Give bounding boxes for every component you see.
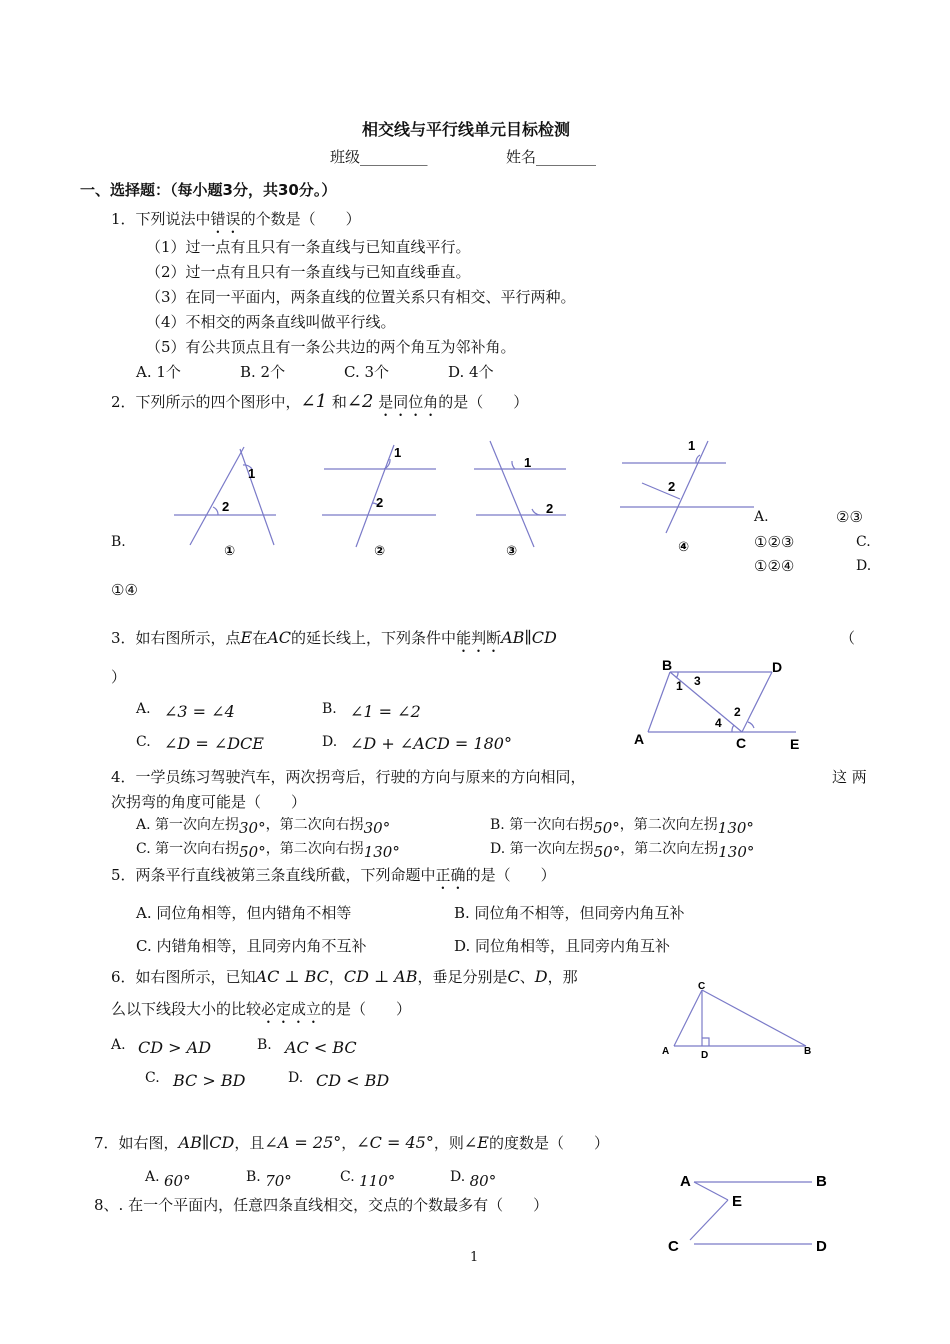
q4-opt-c	[136, 839, 400, 861]
q3-paren-open: （	[840, 629, 856, 647]
q4-opt-d	[490, 839, 755, 861]
q6-foot-c: C	[507, 967, 520, 986]
q3-angle-2: 2	[734, 705, 741, 719]
q7-point-d: D	[816, 1238, 827, 1255]
q4-opt-c-v2: 130°	[363, 843, 400, 861]
q5-stem-b: 的是（ ）	[465, 866, 556, 884]
q4-opt-a-p1: 第一次向左拐	[155, 817, 240, 833]
q6-stem-d2: 的是（ ）	[321, 1000, 412, 1018]
q7-opt-b-val: 70°	[265, 1172, 292, 1190]
q2-figure-4	[620, 441, 754, 533]
q6-opt-b-expr: AC < BC	[285, 1038, 357, 1057]
q3-stem-a: 3．如右图所示，点	[111, 629, 241, 647]
q2-fig4-label: ④	[678, 539, 690, 554]
q6-stem-cont	[111, 1000, 411, 1027]
q3-stem-emphasis: 能判断	[456, 629, 502, 647]
q6-dun: 、	[519, 968, 535, 986]
q3-on: 在	[252, 629, 268, 647]
q4-stem: 4．一学员练习驾驶汽车，两次拐弯后，行驶的方向与原来的方向相同，	[111, 768, 586, 786]
q2-choice-d-label: D.	[856, 558, 872, 574]
q7-stem-a: 7．如右图，	[94, 1134, 179, 1152]
q4-opt-a-label: A.	[136, 817, 151, 833]
q5-stem-a: 5．两条平行直线被第三条直线所截，下列命题中	[111, 866, 436, 884]
q6-point-b: B	[804, 1046, 812, 1057]
q4-stem-tail: 这 两	[832, 768, 867, 786]
q7-opt-b	[246, 1167, 292, 1190]
q4-opt-c-sep: ，第二次向右拐	[265, 841, 364, 857]
q6-stem-emphasis: 必定成立	[261, 1000, 322, 1018]
q6-opt-b-label: B.	[257, 1037, 272, 1053]
q8-stem: 8、. 在一个平面内，任意四条直线相交，交点的个数最多有（ ）	[94, 1196, 549, 1214]
q7-point-e: E	[732, 1193, 743, 1210]
q3-opt-d-label: D.	[322, 734, 338, 750]
q3-angle-3: 3	[694, 674, 701, 688]
q6-point-a: A	[662, 1046, 670, 1057]
q2-choice-b-value: ①②③	[754, 533, 795, 551]
q6-point-d: D	[701, 1050, 709, 1061]
q5-opt-b: B. 同位角不相等，但同旁内角互补	[454, 904, 685, 922]
q2-choice-c-value: ①②④	[754, 557, 795, 575]
q4-opt-b-sep: ，第二次向左拐	[619, 817, 718, 833]
q6-opt-c-label: C.	[145, 1070, 160, 1086]
q4-opt-a-v1: 30°	[239, 819, 266, 837]
q4-opt-c-v1: 50°	[239, 843, 266, 861]
q2-choice-d-value: ①④	[111, 581, 138, 599]
q4-opt-a-sep: ，第二次向右拐	[265, 817, 364, 833]
q4-opt-b-p1: 第一次向右拐	[509, 817, 594, 833]
q7-opt-c	[340, 1167, 396, 1190]
q3-opt-b-label: B.	[322, 701, 337, 717]
q7-stem-b: 的度数是（ ）	[488, 1134, 609, 1152]
q4-opt-a-v2: 30°	[363, 819, 391, 837]
q2-stem-b: 的是（ ）	[438, 393, 529, 411]
name-field-label: 姓名________	[506, 148, 597, 166]
q3-point-e: E	[240, 628, 253, 647]
q6-cond-1: AC ⊥ BC	[255, 967, 329, 986]
q7-cond-3: ∠C = 45°	[356, 1133, 434, 1152]
q3-opt-a-expr: ∠3 = ∠4	[164, 702, 235, 721]
q7-stem	[94, 1134, 609, 1152]
q3-figure	[628, 652, 818, 754]
q3-opt-d-expr: ∠D + ∠ACD = 180°	[350, 734, 512, 753]
q7-opt-c-val: 110°	[359, 1172, 396, 1190]
q7-opt-d-val: 80°	[469, 1172, 497, 1190]
section-heading: 一、选择题：（每小题3分，共30分。）	[80, 181, 337, 199]
q3-point-e: E	[790, 736, 800, 752]
q2-angle-1: ∠1	[300, 391, 328, 412]
q3-angle-1: 1	[676, 679, 683, 693]
q2-fig2-angle-1: 1	[394, 445, 402, 460]
q4-opt-d-v2: 130°	[718, 843, 755, 861]
q7-opt-a-label: A.	[145, 1169, 160, 1185]
q3-point-a: A	[634, 731, 645, 747]
q1-item: （4）不相交的两条直线叫做平行线。	[146, 313, 396, 331]
q3-point-c: C	[736, 735, 747, 751]
q3-angle-4: 4	[715, 716, 722, 730]
q5-stem-emphasis: 正确	[435, 866, 466, 884]
q6-point-c: C	[698, 981, 706, 992]
q7-opt-b-label: B.	[246, 1169, 261, 1185]
q3-paren-close: ）	[111, 668, 127, 686]
q2-stem-a: 2．下列所示的四个图形中，	[111, 393, 301, 411]
q2-fig3-angle-2: 2	[546, 501, 554, 516]
q3-ac: AC	[267, 628, 292, 647]
q7-s4: ，则	[433, 1134, 464, 1152]
q5-stem	[111, 866, 556, 893]
q4-opt-d-label: D.	[490, 841, 506, 857]
q6-stem-b: ，垂足分别是	[417, 968, 508, 986]
q2-fig1-label: ①	[224, 543, 236, 558]
q1-choice-c: C. 3个	[344, 363, 390, 381]
q2-choice-b-label: B.	[111, 534, 126, 550]
q7-opt-a-val: 60°	[164, 1172, 191, 1190]
q4-opt-a	[136, 815, 391, 837]
q2-fig3-angle-1: 1	[524, 455, 532, 470]
q6-opt-a-label: A.	[111, 1037, 126, 1053]
class-field-label: 班级_________	[330, 148, 428, 166]
q2-fig2-label: ②	[374, 543, 386, 558]
page-number: 1	[470, 1250, 479, 1265]
q7-s2: ，且	[234, 1134, 265, 1152]
q4-opt-d-p1: 第一次向左拐	[509, 841, 594, 857]
q3-opt-b-expr: ∠1 = ∠2	[350, 702, 421, 721]
q1-choice-a: A. 1个	[136, 363, 181, 381]
q2-fig4-angle-2: 2	[668, 479, 676, 494]
q6-opt-d-expr: CD < BD	[316, 1071, 390, 1090]
q7-point-a: A	[680, 1173, 691, 1190]
q1-stem-emphasis: 错误	[210, 210, 241, 228]
q4-opt-c-label: C.	[136, 841, 151, 857]
q4-opt-b-v1: 50°	[593, 819, 620, 837]
q1-stem-b: 的个数是（ ）	[240, 210, 361, 228]
q4-opt-b-v2: 130°	[717, 819, 754, 837]
q6-opt-a-expr: CD > AD	[138, 1038, 212, 1057]
q6-stem-a: 6．如右图所示，已知	[111, 968, 256, 986]
q2-choice-a-label: A.	[754, 509, 769, 525]
q6-opt-d-label: D.	[288, 1070, 304, 1086]
q1-stem-a: 1．下列说法中	[111, 210, 211, 228]
q3-ab-parallel-cd: AB∥CD	[501, 628, 557, 647]
q2-figure-1	[174, 447, 276, 545]
q6-stem-d1: 么以下线段大小的比较	[111, 1000, 262, 1018]
q7-opt-d-label: D.	[450, 1169, 466, 1185]
q4-opt-b-label: B.	[490, 817, 505, 833]
page-title: 相交线与平行线单元目标检测	[362, 120, 571, 139]
q7-cond-2: ∠A = 25°	[264, 1133, 342, 1152]
q2-fig4-angle-1: 1	[688, 438, 696, 453]
q5-opt-a: A. 同位角相等，但内错角不相等	[136, 904, 352, 922]
q2-figures	[160, 435, 760, 565]
q3-stem-b: 的延长线上，下列条件中	[291, 629, 457, 647]
q1-item: （2）过一点有且只有一条直线与已知直线垂直。	[146, 263, 471, 281]
q6-cond-2: CD ⊥ AB	[343, 967, 418, 986]
q2-fig2-angle-2: 2	[376, 495, 384, 510]
q7-opt-a	[145, 1167, 191, 1190]
q3-point-b: B	[662, 657, 673, 673]
q1-choice-d: D. 4个	[448, 363, 494, 381]
q6-figure	[656, 976, 826, 1066]
q5-opt-c: C. 内错角相等，且同旁内角不互补	[136, 937, 367, 955]
q2-and: 和	[331, 393, 347, 411]
q7-opt-d	[450, 1167, 497, 1190]
q7-s3: ，	[341, 1134, 357, 1152]
q1-item: （5）有公共顶点且有一条公共边的两个角互为邻补角。	[146, 338, 516, 356]
q3-opt-c-label: C.	[136, 734, 151, 750]
q2-stem	[111, 393, 528, 420]
q1-stem	[111, 210, 361, 237]
q7-opt-c-label: C.	[340, 1169, 355, 1185]
q2-figure-3	[474, 441, 566, 547]
q6-opt-c-expr: BC > BD	[173, 1071, 246, 1090]
q7-figure	[664, 1166, 844, 1262]
q3-opt-a-label: A.	[136, 701, 151, 717]
q4-opt-b	[490, 815, 754, 837]
q6-comma: ，	[328, 968, 344, 986]
q7-point-b: B	[816, 1173, 827, 1190]
q7-point-c: C	[668, 1238, 679, 1255]
q4-opt-c-p1: 第一次向右拐	[155, 841, 240, 857]
q7-cond-1: AB∥CD	[178, 1133, 235, 1152]
q2-choice-c-label: C.	[856, 534, 871, 550]
q4-opt-d-sep: ，第二次向左拐	[620, 841, 719, 857]
q1-item: （1）过一点有且只有一条直线与已知直线平行。	[146, 238, 471, 256]
q1-item: （3）在同一平面内，两条直线的位置关系只有相交、平行两种。	[146, 288, 576, 306]
q6-stem	[111, 968, 578, 986]
q2-angle-2: ∠2	[346, 391, 374, 412]
q3-point-d: D	[772, 659, 783, 675]
q2-fig1-angle-2: 2	[222, 499, 230, 514]
q4-opt-d-v1: 50°	[593, 843, 621, 861]
q6-stem-c: ，那	[547, 968, 578, 986]
q3-stem	[111, 629, 557, 656]
q2-fig3-label: ③	[506, 543, 518, 558]
q3-opt-c-expr: ∠D = ∠DCE	[164, 734, 264, 753]
q6-foot-d: D	[534, 967, 548, 986]
q7-cond-4: ∠E	[463, 1133, 489, 1152]
q2-choice-a-value: ②③	[836, 508, 863, 526]
q2-fig1-angle-1: 1	[248, 466, 256, 481]
q4-stem-cont: 次拐弯的角度可能是（ ）	[111, 793, 307, 811]
q1-choice-b: B. 2个	[240, 363, 286, 381]
q5-opt-d: D. 同位角相等，且同旁内角互补	[454, 937, 671, 955]
q2-stem-emphasis: 是同位角	[378, 393, 439, 411]
